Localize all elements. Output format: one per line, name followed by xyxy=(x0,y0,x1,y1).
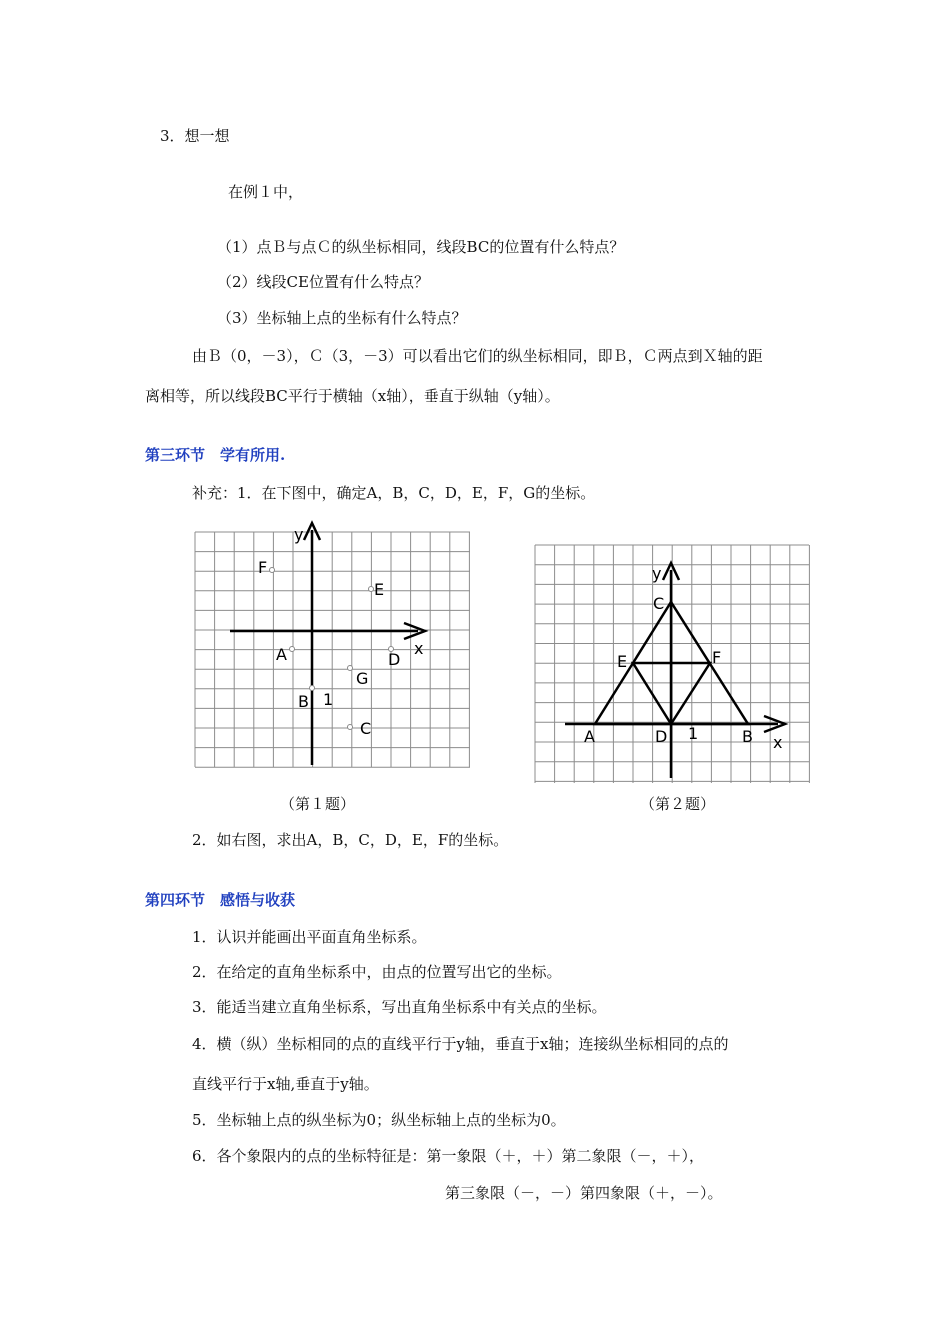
point-D-label: D xyxy=(655,727,668,746)
point-F-marker xyxy=(270,568,275,573)
point-C-label: C xyxy=(360,719,372,738)
takeaway-3: 3．能适当建立直角坐标系，写出直角坐标系中有关点的坐标。 xyxy=(192,998,607,1016)
point-F-label: F xyxy=(712,648,722,667)
point-G-label: G xyxy=(356,669,369,688)
point-A-marker xyxy=(290,647,295,652)
point-A-label: A xyxy=(584,727,595,746)
x-axis-label: x xyxy=(414,639,424,658)
point-E-marker xyxy=(369,587,374,592)
question-2-text: 2．如右图，求出A，B，C，D，E，F的坐标。 xyxy=(192,831,509,849)
point-D-label: D xyxy=(388,650,401,669)
point-B-marker xyxy=(310,686,315,691)
point-E-label: E xyxy=(617,652,628,671)
point-F-label: F xyxy=(258,558,268,577)
takeaway-1: 1．认识并能画出平面直角坐标系。 xyxy=(192,928,427,946)
section-3-title: 第三环节 学有所用. xyxy=(145,446,286,464)
figure-2-caption: （第２题） xyxy=(640,795,716,813)
takeaway-4-continued: 直线平行于x轴,垂直于y轴。 xyxy=(192,1075,379,1093)
point-C-marker xyxy=(348,725,353,730)
figure-1-caption: （第１题） xyxy=(280,795,356,813)
figure-2-triangle-grid xyxy=(530,540,820,790)
takeaway-6-continued: 第三象限（－，－）第四象限（＋，－）。 xyxy=(445,1184,723,1202)
x-axis-label: x xyxy=(773,733,783,752)
question-2: （2）线段CE位置有什么特点？ xyxy=(217,273,429,291)
question-3: （3）坐标轴上点的坐标有什么特点？ xyxy=(217,309,467,327)
unit-label: 1 xyxy=(323,690,334,709)
takeaway-2: 2．在给定的直角坐标系中，由点的位置写出它的坐标。 xyxy=(192,963,562,981)
point-E-label: E xyxy=(374,580,385,599)
intro-text: 在例１中， xyxy=(228,183,304,201)
takeaway-5: 5．坐标轴上点的纵坐标为0；纵坐标轴上点的坐标为0。 xyxy=(192,1111,566,1129)
point-B-label: B xyxy=(742,727,753,746)
y-axis-label: y xyxy=(652,564,662,583)
point-A-label: A xyxy=(276,645,287,664)
answer-line-1: 由Ｂ（0，－3），Ｃ（3，－3）可以看出它们的纵坐标相同，即Ｂ，Ｃ两点到Ｘ轴的距 xyxy=(192,347,763,365)
question-1: （1）点Ｂ与点Ｃ的纵坐标相同，线段BC的位置有什么特点？ xyxy=(217,238,625,256)
point-G-marker xyxy=(348,666,353,671)
unit-label: 1 xyxy=(688,724,699,743)
takeaway-4: 4．横（纵）坐标相同的点的直线平行于y轴，垂直于x轴；连接纵坐标相同的点的 xyxy=(192,1035,729,1053)
supplement-question: 补充：1．在下图中，确定A，B，C，D，E，F，G的坐标。 xyxy=(192,484,596,502)
point-B-label: B xyxy=(298,692,309,711)
answer-line-2: 离相等，所以线段BC平行于横轴（x轴），垂直于纵轴（y轴）。 xyxy=(145,387,560,405)
section-4-title: 第四环节 感悟与收获 xyxy=(145,891,296,909)
takeaway-6: 6．各个象限内的点的坐标特征是：第一象限（＋，＋）第二象限（－，＋）， xyxy=(192,1147,705,1165)
point-C-label: C xyxy=(653,594,665,613)
figure-1-coordinate-grid xyxy=(190,520,480,772)
y-axis-label: y xyxy=(294,525,304,544)
section-heading-think: 3．想一想 xyxy=(160,127,230,145)
